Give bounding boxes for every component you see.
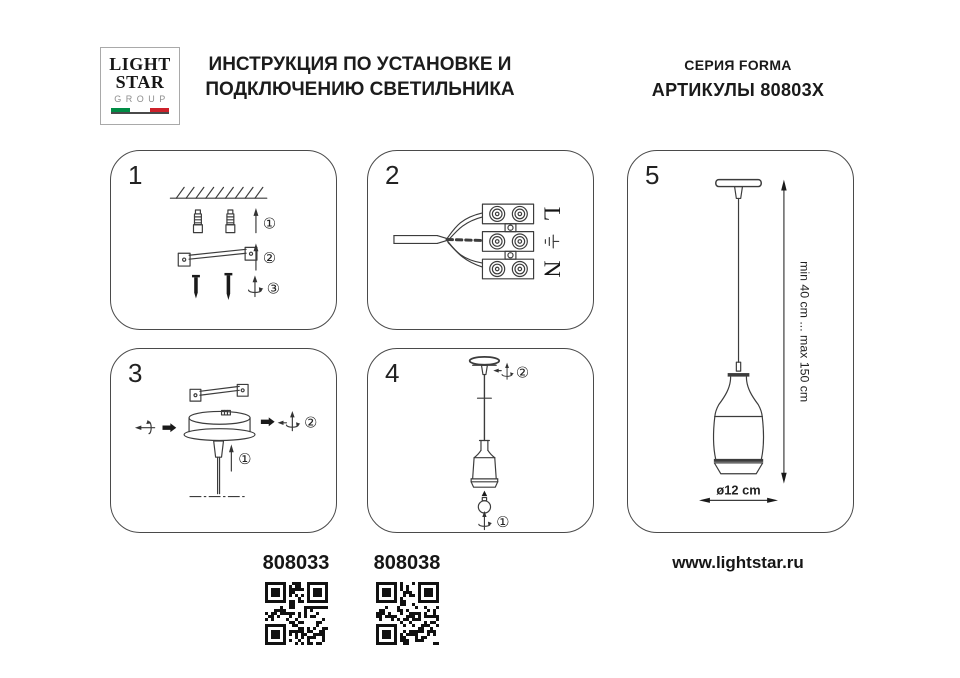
- product-info: [628, 57, 848, 101]
- label-live: L: [538, 206, 565, 222]
- height-dimension-label: min 40 cm ... max 150 cm: [797, 261, 812, 403]
- pendant-lamp-diagram: [628, 151, 852, 531]
- step-panel-3: [110, 348, 337, 533]
- panel-number: 4: [385, 358, 400, 388]
- suspension-cable: [478, 375, 492, 441]
- title-line-1: ИНСТРУКЦИЯ ПО УСТАНОВКЕ И: [208, 54, 512, 75]
- diameter-dimension-label: ø12 cm: [716, 482, 761, 498]
- lamp-shade: [471, 440, 498, 487]
- overview-panel-5: [627, 150, 854, 533]
- suspension-cable: [214, 441, 224, 494]
- earth-ground-icon: [545, 235, 558, 248]
- step3-diagram: [111, 349, 335, 531]
- title-line-2: ПОДКЛЮЧЕНИЮ СВЕТИЛЬНИКА: [205, 79, 515, 100]
- terminal-block: [482, 204, 533, 279]
- step1-diagram: [111, 151, 335, 328]
- screw-rotation-icon: [249, 275, 264, 296]
- lightstar-logo: [100, 47, 180, 125]
- step2-diagram: [368, 151, 592, 328]
- diameter-dimension: [699, 482, 778, 502]
- articles-label: АРТИКУЛЫ 80803X: [651, 80, 825, 100]
- wall-anchors: [194, 210, 235, 233]
- cable-grip: [736, 362, 740, 371]
- height-dimension: [781, 180, 812, 484]
- logo-text-star: STAR: [115, 72, 165, 92]
- qr-code-808038: [376, 582, 439, 645]
- ceiling-canopy: [716, 180, 761, 199]
- screw-rotation-icon: [479, 511, 492, 530]
- canopy: [184, 410, 255, 440]
- step1-arrow-icon: [229, 444, 234, 471]
- panel-number: 3: [128, 358, 143, 388]
- qr-code-808033: [265, 582, 328, 645]
- panel-number: 2: [385, 160, 400, 190]
- push-arrow-left-icon: [162, 423, 176, 432]
- step-number-2: ②: [304, 414, 318, 432]
- step4-diagram: [368, 349, 592, 531]
- article-number-808033: 808033: [262, 552, 330, 574]
- panel-number: 5: [645, 160, 660, 190]
- label-neutral: N: [538, 260, 565, 278]
- screw-rotation-icon: [278, 411, 301, 431]
- wires: [447, 213, 482, 267]
- website-url: www.lightstar.ru: [672, 553, 804, 572]
- step-number-3: ③: [266, 280, 280, 298]
- italian-flag-icon: [111, 108, 169, 114]
- mounting-bracket: [178, 247, 257, 266]
- screw-rotation-icon: [135, 420, 155, 434]
- page-title: [190, 52, 530, 102]
- push-arrow-right-icon: [261, 417, 275, 426]
- step-panel-4: [367, 348, 594, 533]
- screws: [192, 273, 232, 300]
- step1-arrow-icon: [253, 208, 258, 233]
- panel-number: 1: [128, 160, 143, 190]
- step-number-1: ①: [496, 514, 510, 531]
- light-bulb: [478, 491, 490, 513]
- step-number-1: ①: [262, 215, 277, 233]
- mounting-bracket: [190, 384, 248, 401]
- logo-text-light: LIGHT: [109, 54, 171, 74]
- series-label: СЕРИЯ FORMA: [684, 57, 792, 73]
- step-panel-2: [367, 150, 594, 330]
- canopy: [470, 357, 500, 375]
- lamp-shade: [714, 373, 764, 474]
- ceiling-hatching: [170, 187, 266, 198]
- step-number-2: ②: [515, 364, 530, 382]
- logo-text-group: GROUP: [114, 94, 170, 104]
- step-number-2: ②: [262, 250, 277, 268]
- article-number-808038: 808038: [373, 552, 441, 574]
- power-cable: [394, 236, 447, 244]
- step-number-1: ①: [238, 451, 252, 469]
- step-panel-1: [110, 150, 337, 330]
